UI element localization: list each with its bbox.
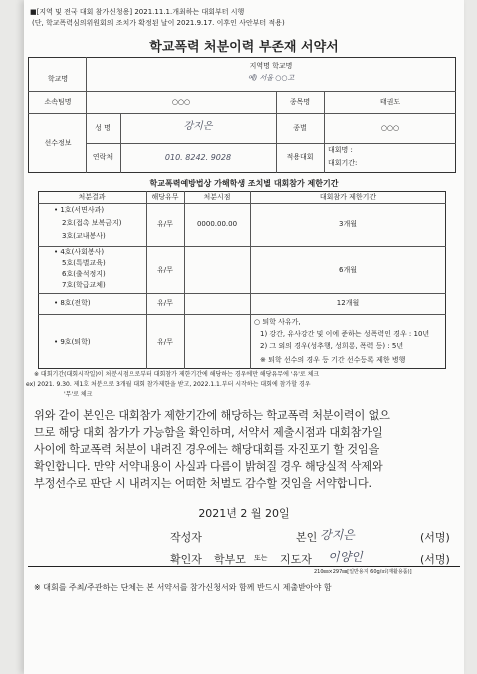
competition-name-label: 대회명 : xyxy=(328,146,353,154)
header-subnote: (단, 학교폭력심의위원회의 조치가 확정된 날이 2021.9.17. 이후인 사안부터 적용) xyxy=(32,19,285,27)
coach-signature: 이양인 xyxy=(328,550,363,564)
self-signature: 강지은 xyxy=(320,528,355,542)
pledge-line: 므로 해당 대회 참가가 가능함을 확인하며, 서약서 제출시점과 대회참가일 xyxy=(34,426,383,439)
pledge-line: 확인합니다. 만약 서약내용이 사실과 다름이 밝혀질 경우 해당실적 삭제와 xyxy=(34,460,383,473)
coach-label: 지도자 xyxy=(280,553,312,566)
writer-label: 작성자 xyxy=(170,531,202,544)
restriction-period: 6개월 xyxy=(339,266,357,274)
restriction-title: 학교폭력예방법상 가해학생 조치별 대회참가 제한기간 xyxy=(149,179,339,188)
gender-value: ○○○ xyxy=(380,124,400,132)
parent-label: 학부모 xyxy=(214,553,246,566)
applicable-mark: 유/무 xyxy=(157,220,173,228)
competition-label: 적용대회 xyxy=(286,153,314,161)
expulsion-note: ○ 퇴학 사유가, xyxy=(254,318,301,326)
gender-label: 종별 xyxy=(293,124,307,132)
contact-value: 010. 8242. 9028 xyxy=(164,153,232,162)
col-header-date: 처분시점 xyxy=(203,193,231,201)
restriction-period: 12개월 xyxy=(336,299,360,307)
name-label: 성 명 xyxy=(95,124,111,132)
pledge-date: 2021년 2 월 20일 xyxy=(198,507,290,520)
confirmer-label: 확인자 xyxy=(170,553,202,566)
measure-item: • 8호(전학) xyxy=(54,299,91,307)
col-header-applicable: 해당유무 xyxy=(151,193,179,201)
contact-label: 연락처 xyxy=(92,153,114,161)
or-label: 또는 xyxy=(254,554,268,562)
paper-spec: 210㎜×297㎜[일반용지 60g/㎡(재활용품)] xyxy=(314,569,412,575)
measure-item: 7호(학급교체) xyxy=(62,281,106,289)
pledge-line: 위와 같이 본인은 대회참가 제한기간에 해당하는 학교폭력 처분이력이 없으 xyxy=(34,409,390,422)
school-example: 예) 서울 ○○고 xyxy=(247,74,295,82)
measure-item: 5호(특별교육) xyxy=(62,259,106,267)
applicable-mark: 유/무 xyxy=(157,299,173,307)
school-label: 학교명 xyxy=(47,75,69,83)
applicable-mark: 유/무 xyxy=(157,338,173,346)
expulsion-note: ※ 퇴학 선수의 경우 등 기간 선수등록 제한 병행 xyxy=(260,356,406,364)
team-value: ○○○ xyxy=(171,98,191,106)
self-label: 본인 xyxy=(296,531,318,544)
measure-date: 0000.00.00 xyxy=(196,220,238,228)
pledge-line: 사이에 학교폭력 처분이 내려진 경우에는 해당대회를 자진포기 할 것임을 xyxy=(34,443,380,456)
col-header-result: 처분결과 xyxy=(78,193,106,201)
team-label: 소속팀명 xyxy=(44,98,72,106)
footnote: '무'로 체크 xyxy=(64,391,93,398)
name-signature: 강지은 xyxy=(183,121,213,132)
document-title: 학교폭력 처분이력 부존재 서약서 xyxy=(149,40,339,55)
school-hint: 지역명 학교명 xyxy=(249,62,293,70)
footnote: ex) 2021. 9.30. 제1호 처분으로 3개월 대회 참가제한을 받고, 2022.1.1.부터 시작하는 대회에 참가할 경우 xyxy=(26,381,311,388)
header-note: ■[지역 및 전국 대회 참가신청용] 2021.11.1.개최하는 대회부터 시행 xyxy=(30,8,245,16)
seal-mark: (서명) xyxy=(420,531,450,544)
measure-item: 3호(교내봉사) xyxy=(62,232,106,240)
event-value: 태권도 xyxy=(379,98,401,106)
applicable-mark: 유/무 xyxy=(157,266,173,274)
measure-item: • 1호(서면사과) xyxy=(54,206,105,214)
bottom-note: ※ 대회를 주최/주관하는 단체는 본 서약서를 참가신청서와 함께 반드시 제출받아야 함 xyxy=(34,583,332,592)
athlete-label: 선수정보 xyxy=(44,139,72,147)
expulsion-note: 2) 그 외의 경우(성추행, 성희롱, 폭력 등) : 5년 xyxy=(260,342,404,350)
footnote: ※ 대회기간(대회시작일)이 처분시점으로부터 대회참가 제한기간에 해당하는 경우에만 해당유무에 '유'로 체크 xyxy=(34,371,320,378)
expulsion-note: 1) 강간, 유사강간 및 이에 준하는 성폭력인 경우 : 10년 xyxy=(260,330,430,338)
measure-item: 2호(접촉 보복금지) xyxy=(62,219,122,227)
col-header-period: 대회참가 제한기간 xyxy=(319,193,377,201)
measure-item: • 9호(퇴학) xyxy=(54,338,91,346)
event-label: 종목명 xyxy=(289,98,311,106)
measure-item: • 4호(사회봉사) xyxy=(54,248,105,256)
document-page xyxy=(24,0,464,674)
seal-mark: (서명) xyxy=(420,553,450,566)
restriction-period: 3개월 xyxy=(339,220,357,228)
competition-period-label: 대회기간: xyxy=(328,159,358,167)
measure-item: 6호(출석정지) xyxy=(62,270,106,278)
pledge-line: 부정선수로 판단 시 내려지는 어떠한 처벌도 감수할 것임을 서약합니다. xyxy=(34,477,372,490)
